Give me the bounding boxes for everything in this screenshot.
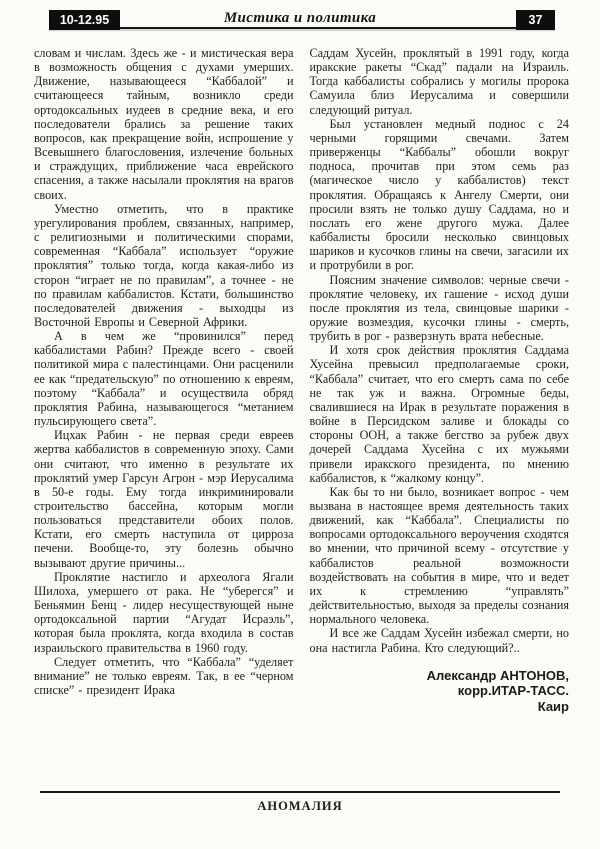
byline-agency: корр.ИТАР-ТАСС. — [457, 683, 569, 699]
magazine-name: АНОМАЛИЯ — [257, 799, 343, 813]
issue-badge — [49, 10, 120, 30]
issue-label: 10-12.95 — [59, 13, 110, 27]
header-rule — [49, 27, 555, 29]
paragraph: Уместно отметить, что в практике урегулирования проблем, связанных, например, с религиозными и политическими спорами, современная “Каббала” использует “оружие проклятия” только тогда, когда какая-либо из сторон “играет не по правилам”, а точнее - не по правилам каббалистов. Кстати, большинство последователей движения - выходцы из Восточной Европы и Северной Африки. — [34, 201, 294, 329]
paragraph: Был установлен медный поднос с 24 черными горящими свечами. Затем приверженцы “Каббалы” обошли вокруг подноса, прочитав при этом семь раз (магическое число у каббалистов) текст проклятия. Обращаясь к Ангелу Смерти, они просили взять не только душу Саддама, но и послать его жене другого мужа. Далее каббалисты бросили несколько свинцовых шариков и кусочков глины на свечи, загасили их и протрубили в рог. — [309, 116, 569, 273]
paragraph: Саддам Хусейн, проклятый в 1991 году, когда иракские ракеты “Скад” падали на Израиль. Тогда каббалисты собрались у могилы пророка Самуила близ Иерусалима и совершили следующий ритуал. — [309, 46, 569, 117]
page-footer — [40, 791, 560, 815]
paragraph: словам и числам. Здесь же - и мистическая вера в возможность общения с духами умерших. Движение, называющееся “Каббалой” и считающееся тайным, возникло среди ортодоксальных иудеев в средние века, и его последователи брались за решение таких вопросов, как прекращение войн, испрошение у Всевышнего благословения, излечение больных и страждущих, приближение часа еврейского спасения, а также насылали проклятия на врагов своих. — [34, 46, 294, 202]
paragraph: Проклятие настигло и археолога Ягали Шилоха, умершего от рака. Не “уберегся” и Беньямин Бенц - лидер несуществующей ныне ортодоксальной партии “Агудат Исраэль”, которая была проклята, когда входила в состав израильского правительства в 1960 году. — [34, 569, 294, 655]
paragraph: И все же Саддам Хусейн избежал смерти, но она настигла Рабина. Кто следующий?.. — [309, 626, 569, 655]
left-column — [34, 46, 294, 787]
paragraph: И хотя срок действия проклятия Саддама Хусейна превысил предполагаемые сроки, “Каббала” считает, что его смерть сама по себе не так уж и важна. Огромные беды, свалившиеся на Ирак в результате поражения в войне в Персидском заливе и блокады со стороны ООН, а также бегство за рубеж двух дочерей Саддама Хусейна с их мужьями привели иракского президента, по мнению каббалистов, к “жалкому концу”. — [309, 343, 569, 485]
paragraph: Следует отметить, что “Каббала” “уделяет внимание” не только евреям. Так, в ее “черном списке” - президент Ирака — [34, 654, 294, 698]
paragraph: Как бы то ни было, возникает вопрос - чем вызвана в настоящее время деятельность таких движений, как “Каббала”. Специалисты по вопросами ортодоксального вероучения сходятся во мнении, что причиной всему - отсутствие у каббалистов реальной возможности воздействовать на события в мире, что и ведет их к стремлению “управлять” действительностью, выходя за пределы сознания нормального человека. — [309, 484, 569, 627]
page-number-badge — [516, 10, 555, 30]
page-number: 37 — [528, 13, 543, 27]
page-header — [0, 0, 600, 34]
paragraph: Ицхак Рабин - не первая среди евреев жертва каббалистов в современную эпоху. Сами они считают, что именно в результате их проклятий умер Гарсун Агрон - мэр Иерусалима в 50-е годы. Ему тогда инкриминировали строительство бассейна, которым могли пользоваться представители обоих полов. Кстати, его смерть наступила от цирроза печени. Вообще-то, эту болезнь обычно вызывают другие причины... — [34, 428, 294, 570]
byline-city: Каир — [537, 698, 569, 714]
paragraph: Поясним значение символов: черные свечи - проклятие человеку, их гашение - исход души после проклятия из тела, свинцовые шарики - оружие возмездия, кусочки глины - смерть, трубить в рог - разверзнуть врата небесные. — [309, 272, 569, 344]
byline-author: Александр АНТОНОВ, — [426, 667, 569, 683]
section-title: Мистика и политика — [223, 10, 377, 26]
right-column — [310, 46, 570, 787]
byline — [310, 668, 570, 715]
article-body — [34, 46, 569, 787]
paragraph: А в чем же “провинился” перед каббалистами Рабин? Прежде всего - своей политикой мира с палестинцами. Они расценили ее как “предательскую” по отношению к евреям, поэтому “Каббала” и осуществила обряд проклятия Рабина, называющегося “метанием пульсирующего света”. — [34, 329, 294, 429]
